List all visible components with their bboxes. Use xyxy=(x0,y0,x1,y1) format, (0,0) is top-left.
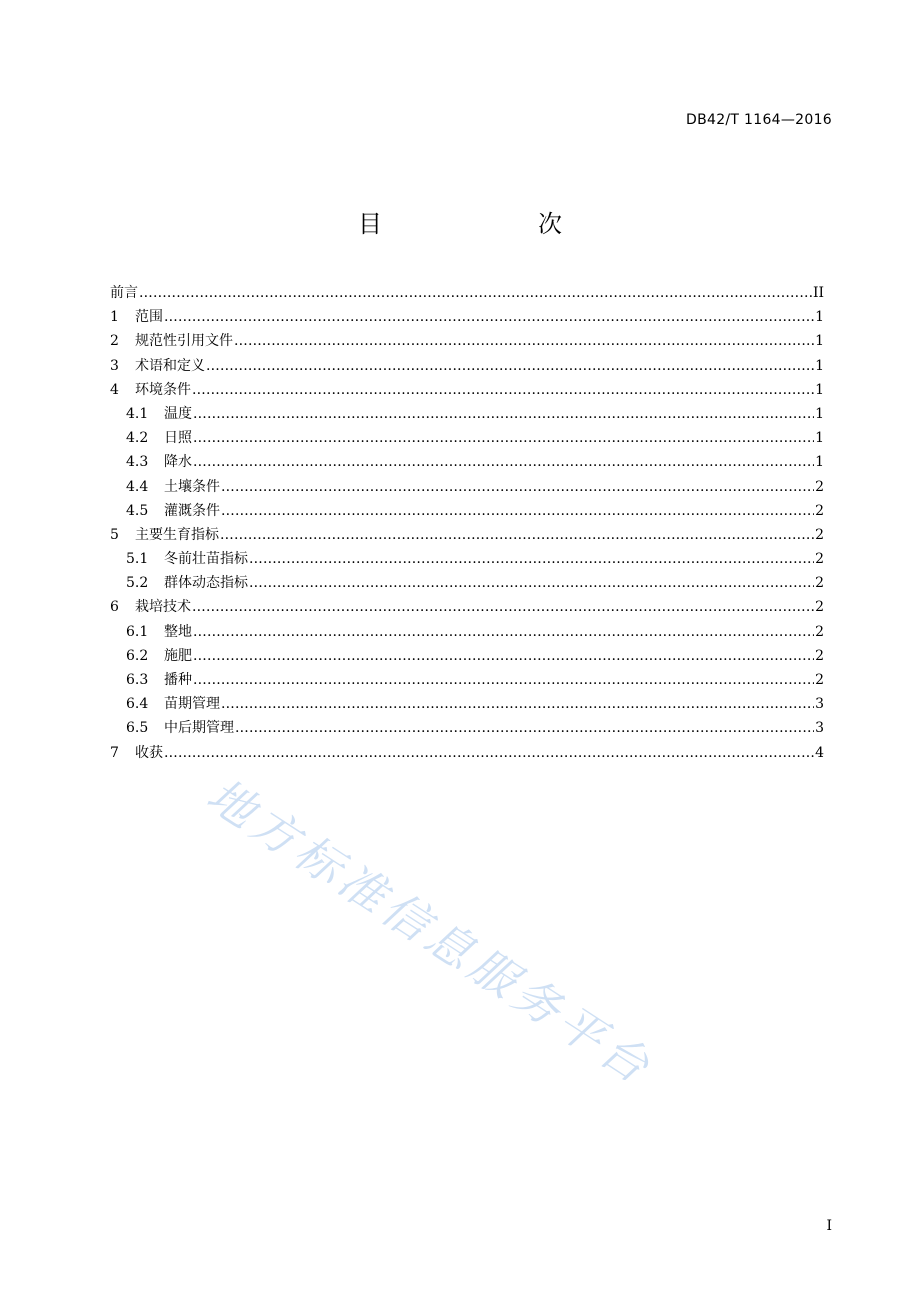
toc-entry-label: 苗期管理 xyxy=(164,696,220,713)
toc-entry-page: 2 xyxy=(815,623,824,640)
toc-entry[interactable] xyxy=(110,547,824,571)
toc-entry-label: 土壤条件 xyxy=(164,478,220,495)
toc-entry-number: 5 xyxy=(110,526,119,543)
toc-entry-number: 4.4 xyxy=(126,478,149,495)
toc-entry-number: 6.5 xyxy=(126,720,149,737)
toc-entry[interactable] xyxy=(110,475,824,499)
table-of-contents xyxy=(110,281,824,765)
toc-leader-dots xyxy=(221,475,814,499)
toc-leader-dots xyxy=(139,281,812,305)
toc-entry-number: 4.2 xyxy=(126,430,149,447)
toc-entry-page: 1 xyxy=(815,381,824,398)
toc-leader-dots xyxy=(193,426,814,450)
toc-entry-number: 7 xyxy=(110,744,119,761)
toc-entry-page: II xyxy=(812,285,824,301)
toc-entry-label: 环境条件 xyxy=(135,381,191,398)
toc-entry-label: 栽培技术 xyxy=(135,599,191,616)
toc-entry[interactable] xyxy=(110,402,824,426)
toc-entry-page: 2 xyxy=(815,502,824,519)
toc-entry-label: 施肥 xyxy=(164,647,192,664)
toc-entry[interactable] xyxy=(110,692,824,716)
toc-entry-label: 灌溉条件 xyxy=(164,502,220,519)
toc-entry-number: 4.5 xyxy=(126,502,149,519)
toc-entry[interactable] xyxy=(110,281,824,305)
toc-entry-page: 4 xyxy=(815,744,824,761)
toc-entry-number: 6.4 xyxy=(126,696,149,713)
standard-code: DB42/T 1164—2016 xyxy=(686,112,832,128)
toc-leader-dots xyxy=(220,523,814,547)
toc-entry[interactable] xyxy=(110,329,824,353)
toc-entry[interactable] xyxy=(110,354,824,378)
toc-entry-page: 3 xyxy=(815,696,824,713)
toc-leader-dots xyxy=(193,644,814,668)
toc-entry-label: 日照 xyxy=(164,430,192,447)
toc-entry-page: 2 xyxy=(815,672,824,688)
toc-entry[interactable] xyxy=(110,644,824,668)
toc-entry-number: 4.1 xyxy=(126,405,149,422)
toc-entry[interactable] xyxy=(110,620,824,644)
toc-entry[interactable] xyxy=(110,426,824,450)
toc-entry-label: 群体动态指标 xyxy=(164,575,248,592)
toc-entry[interactable] xyxy=(110,305,824,329)
toc-entry-page: 1 xyxy=(815,405,824,422)
toc-entry-page: 2 xyxy=(815,647,824,664)
toc-entry-label: 前言 xyxy=(110,285,138,301)
toc-entry-page: 1 xyxy=(815,430,824,447)
toc-entry-page: 2 xyxy=(815,551,824,568)
toc-entry-number: 6 xyxy=(110,599,119,616)
toc-leader-dots xyxy=(193,450,814,474)
toc-entry[interactable] xyxy=(110,716,824,740)
toc-title: 目 次 xyxy=(358,210,598,238)
toc-entry-number: 4 xyxy=(110,381,119,398)
toc-entry-page: 2 xyxy=(815,478,824,495)
toc-entry-number: 4.3 xyxy=(126,454,149,471)
toc-leader-dots xyxy=(249,547,814,571)
toc-leader-dots xyxy=(249,571,814,595)
toc-entry-label: 规范性引用文件 xyxy=(135,333,233,350)
toc-entry-number: 1 xyxy=(110,309,119,326)
toc-leader-dots xyxy=(192,378,814,402)
toc-entry-number: 2 xyxy=(110,333,119,350)
footer-page-number: I xyxy=(826,1218,832,1234)
toc-entry-number: 5.2 xyxy=(126,575,149,592)
toc-entry-number: 6.1 xyxy=(126,623,149,640)
toc-entry[interactable] xyxy=(110,523,824,547)
toc-entry-label: 播种 xyxy=(164,672,192,688)
toc-leader-dots xyxy=(206,354,814,378)
toc-entry-label: 术语和定义 xyxy=(135,357,205,374)
toc-entry-label: 收获 xyxy=(135,744,163,761)
toc-leader-dots xyxy=(193,620,814,644)
toc-entry-page: 1 xyxy=(815,309,824,326)
toc-entry[interactable] xyxy=(110,571,824,595)
toc-leader-dots xyxy=(192,595,814,619)
toc-entry-number: 3 xyxy=(110,357,119,374)
toc-entry[interactable] xyxy=(110,378,824,402)
toc-entry-label: 中后期管理 xyxy=(164,720,234,737)
toc-entry[interactable] xyxy=(110,595,824,619)
toc-entry-page: 2 xyxy=(815,575,824,592)
toc-leader-dots xyxy=(235,716,814,740)
toc-entry-page: 2 xyxy=(815,599,824,616)
toc-entry-label: 降水 xyxy=(164,454,192,471)
toc-leader-dots xyxy=(221,692,814,716)
toc-leader-dots xyxy=(234,329,814,353)
toc-entry[interactable] xyxy=(110,450,824,474)
toc-leader-dots xyxy=(221,499,814,523)
watermark: 地方标准信息服务平台 xyxy=(197,767,664,1097)
toc-leader-dots xyxy=(164,305,814,329)
toc-entry-page: 1 xyxy=(815,454,824,471)
toc-entry-label: 主要生育指标 xyxy=(135,526,219,543)
toc-entry-page: 1 xyxy=(815,333,824,350)
toc-entry-page: 3 xyxy=(815,720,824,737)
toc-entry[interactable] xyxy=(110,499,824,523)
toc-entry-number: 6.3 xyxy=(126,672,149,688)
toc-entry-page: 2 xyxy=(815,526,824,543)
toc-entry-label: 范围 xyxy=(135,309,163,326)
toc-entry-number: 6.2 xyxy=(126,647,149,664)
toc-entry-number: 5.1 xyxy=(126,551,149,568)
toc-leader-dots xyxy=(193,402,814,426)
toc-leader-dots xyxy=(164,741,814,765)
toc-entry[interactable] xyxy=(110,741,824,765)
toc-entry-label: 整地 xyxy=(164,623,192,640)
toc-entry-label: 冬前壮苗指标 xyxy=(164,551,248,568)
toc-leader-dots xyxy=(193,668,814,692)
toc-entry-page: 1 xyxy=(815,357,824,374)
toc-entry[interactable] xyxy=(110,668,824,692)
toc-entry-label: 温度 xyxy=(164,405,192,422)
